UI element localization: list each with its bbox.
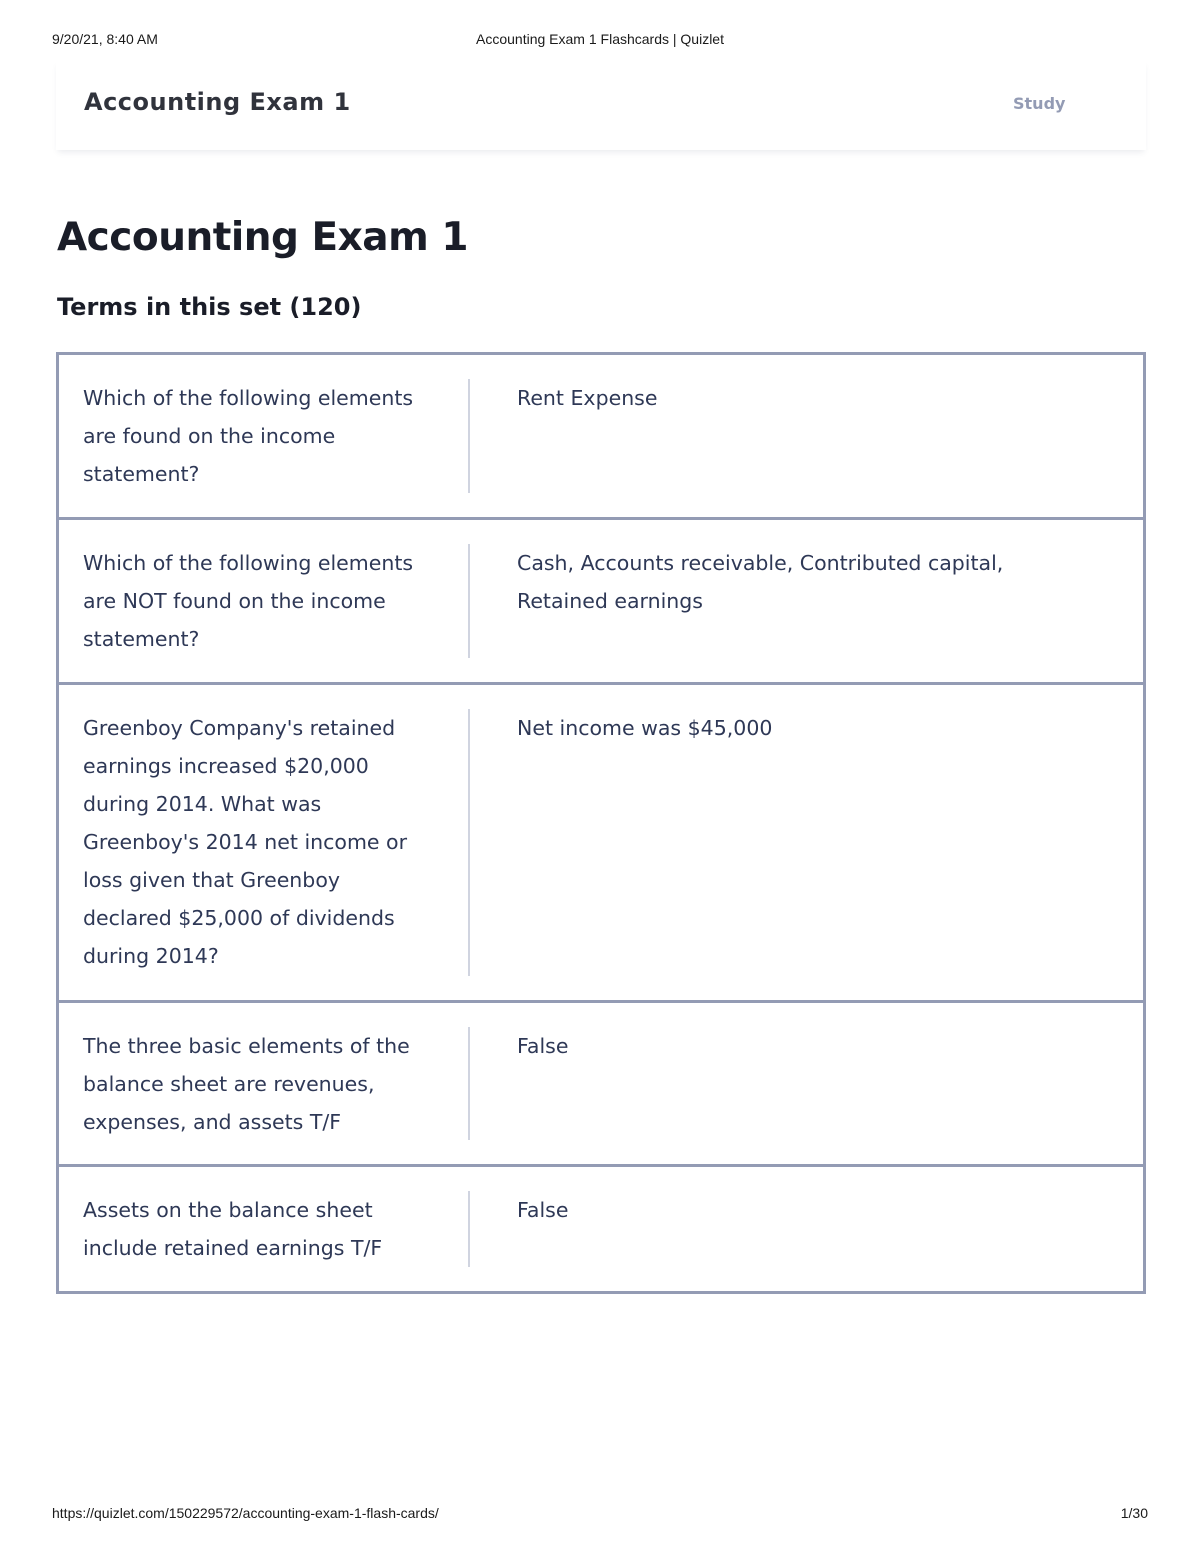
print-url: https://quizlet.com/150229572/accounting-exam-1-flash-cards/ xyxy=(52,1505,439,1521)
term-answer: Rent Expense xyxy=(517,386,658,410)
page-title: Accounting Exam 1 xyxy=(57,215,468,260)
term-question: The three basic elements of the balance sheet are revenues, expenses, and assets T/F xyxy=(83,1034,410,1134)
term-question: Assets on the balance sheet include retained earnings T/F xyxy=(83,1198,383,1260)
print-datetime: 9/20/21, 8:40 AM xyxy=(52,31,158,47)
term-row xyxy=(59,520,1143,685)
study-link[interactable]: Study xyxy=(1013,94,1066,113)
term-divider xyxy=(468,709,470,976)
term-divider xyxy=(468,1191,470,1267)
print-page-number: 1/30 xyxy=(1120,1505,1148,1521)
topbar-set-name: Accounting Exam 1 xyxy=(84,88,351,116)
print-document-title: Accounting Exam 1 Flashcards | Quizlet xyxy=(476,31,724,47)
term-question: Greenboy Company's retained earnings increased $20,000 during 2014. What was Greenboy's 2014 net income or loss given that Greenboy declared $25,000 of dividends during 2014? xyxy=(83,716,408,968)
term-row xyxy=(59,355,1143,520)
term-divider xyxy=(468,1027,470,1140)
set-topbar xyxy=(56,60,1146,150)
term-answer: Cash, Accounts receivable, Contributed capital, Retained earnings xyxy=(517,551,1004,613)
term-divider xyxy=(468,544,470,658)
term-answer: False xyxy=(517,1034,569,1058)
terms-heading: Terms in this set (120) xyxy=(57,293,362,321)
term-question: Which of the following elements are NOT found on the income statement? xyxy=(83,551,414,651)
term-divider xyxy=(468,379,470,493)
terms-table xyxy=(56,352,1146,1294)
term-row xyxy=(59,685,1143,1003)
term-question: Which of the following elements are found on the income statement? xyxy=(83,386,414,486)
term-row xyxy=(59,1167,1143,1291)
term-answer: False xyxy=(517,1198,569,1222)
term-row xyxy=(59,1003,1143,1167)
print-header xyxy=(0,31,1200,51)
term-answer: Net income was $45,000 xyxy=(517,716,773,740)
print-footer xyxy=(0,1505,1200,1525)
